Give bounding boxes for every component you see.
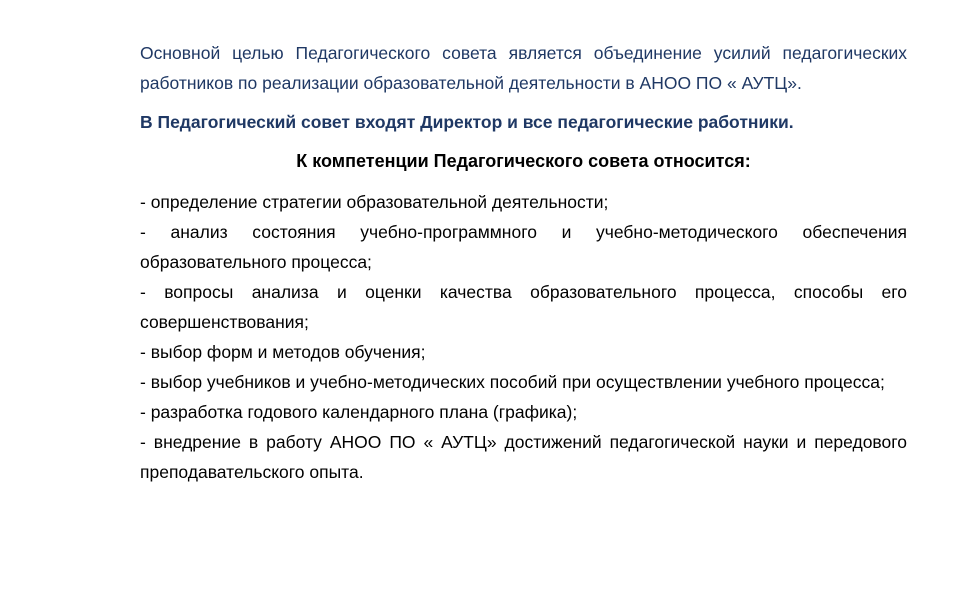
list-item: - анализ состояния учебно-программного и учебно-методического обеспечения образовательного процесса;: [140, 222, 907, 272]
list-item: - определение стратегии образовательной деятельности;: [140, 192, 609, 212]
list-item: - вопросы анализа и оценки качества образовательного процесса, способы его совершенствования;: [140, 282, 907, 332]
competence-list: [140, 187, 907, 487]
competence-heading: К компетенции Педагогического совета относится:: [296, 151, 751, 171]
members-paragraph: В Педагогический совет входят Директор и все педагогические работники.: [140, 112, 794, 132]
list-item: - разработка годового календарного плана (графика);: [140, 402, 578, 422]
intro-paragraph: Основной целью Педагогического совета является объединение усилий педагогических работников по реализации образовательной деятельности в АНОО ПО « АУТЦ».: [140, 43, 907, 93]
list-item: - внедрение в работу АНОО ПО « АУТЦ» достижений педагогической науки и передового преподавательского опыта.: [140, 432, 907, 482]
list-item: - выбор форм и методов обучения;: [140, 342, 426, 362]
list-item: - выбор учебников и учебно-методических пособий при осуществлении учебного процесса;: [140, 372, 885, 392]
